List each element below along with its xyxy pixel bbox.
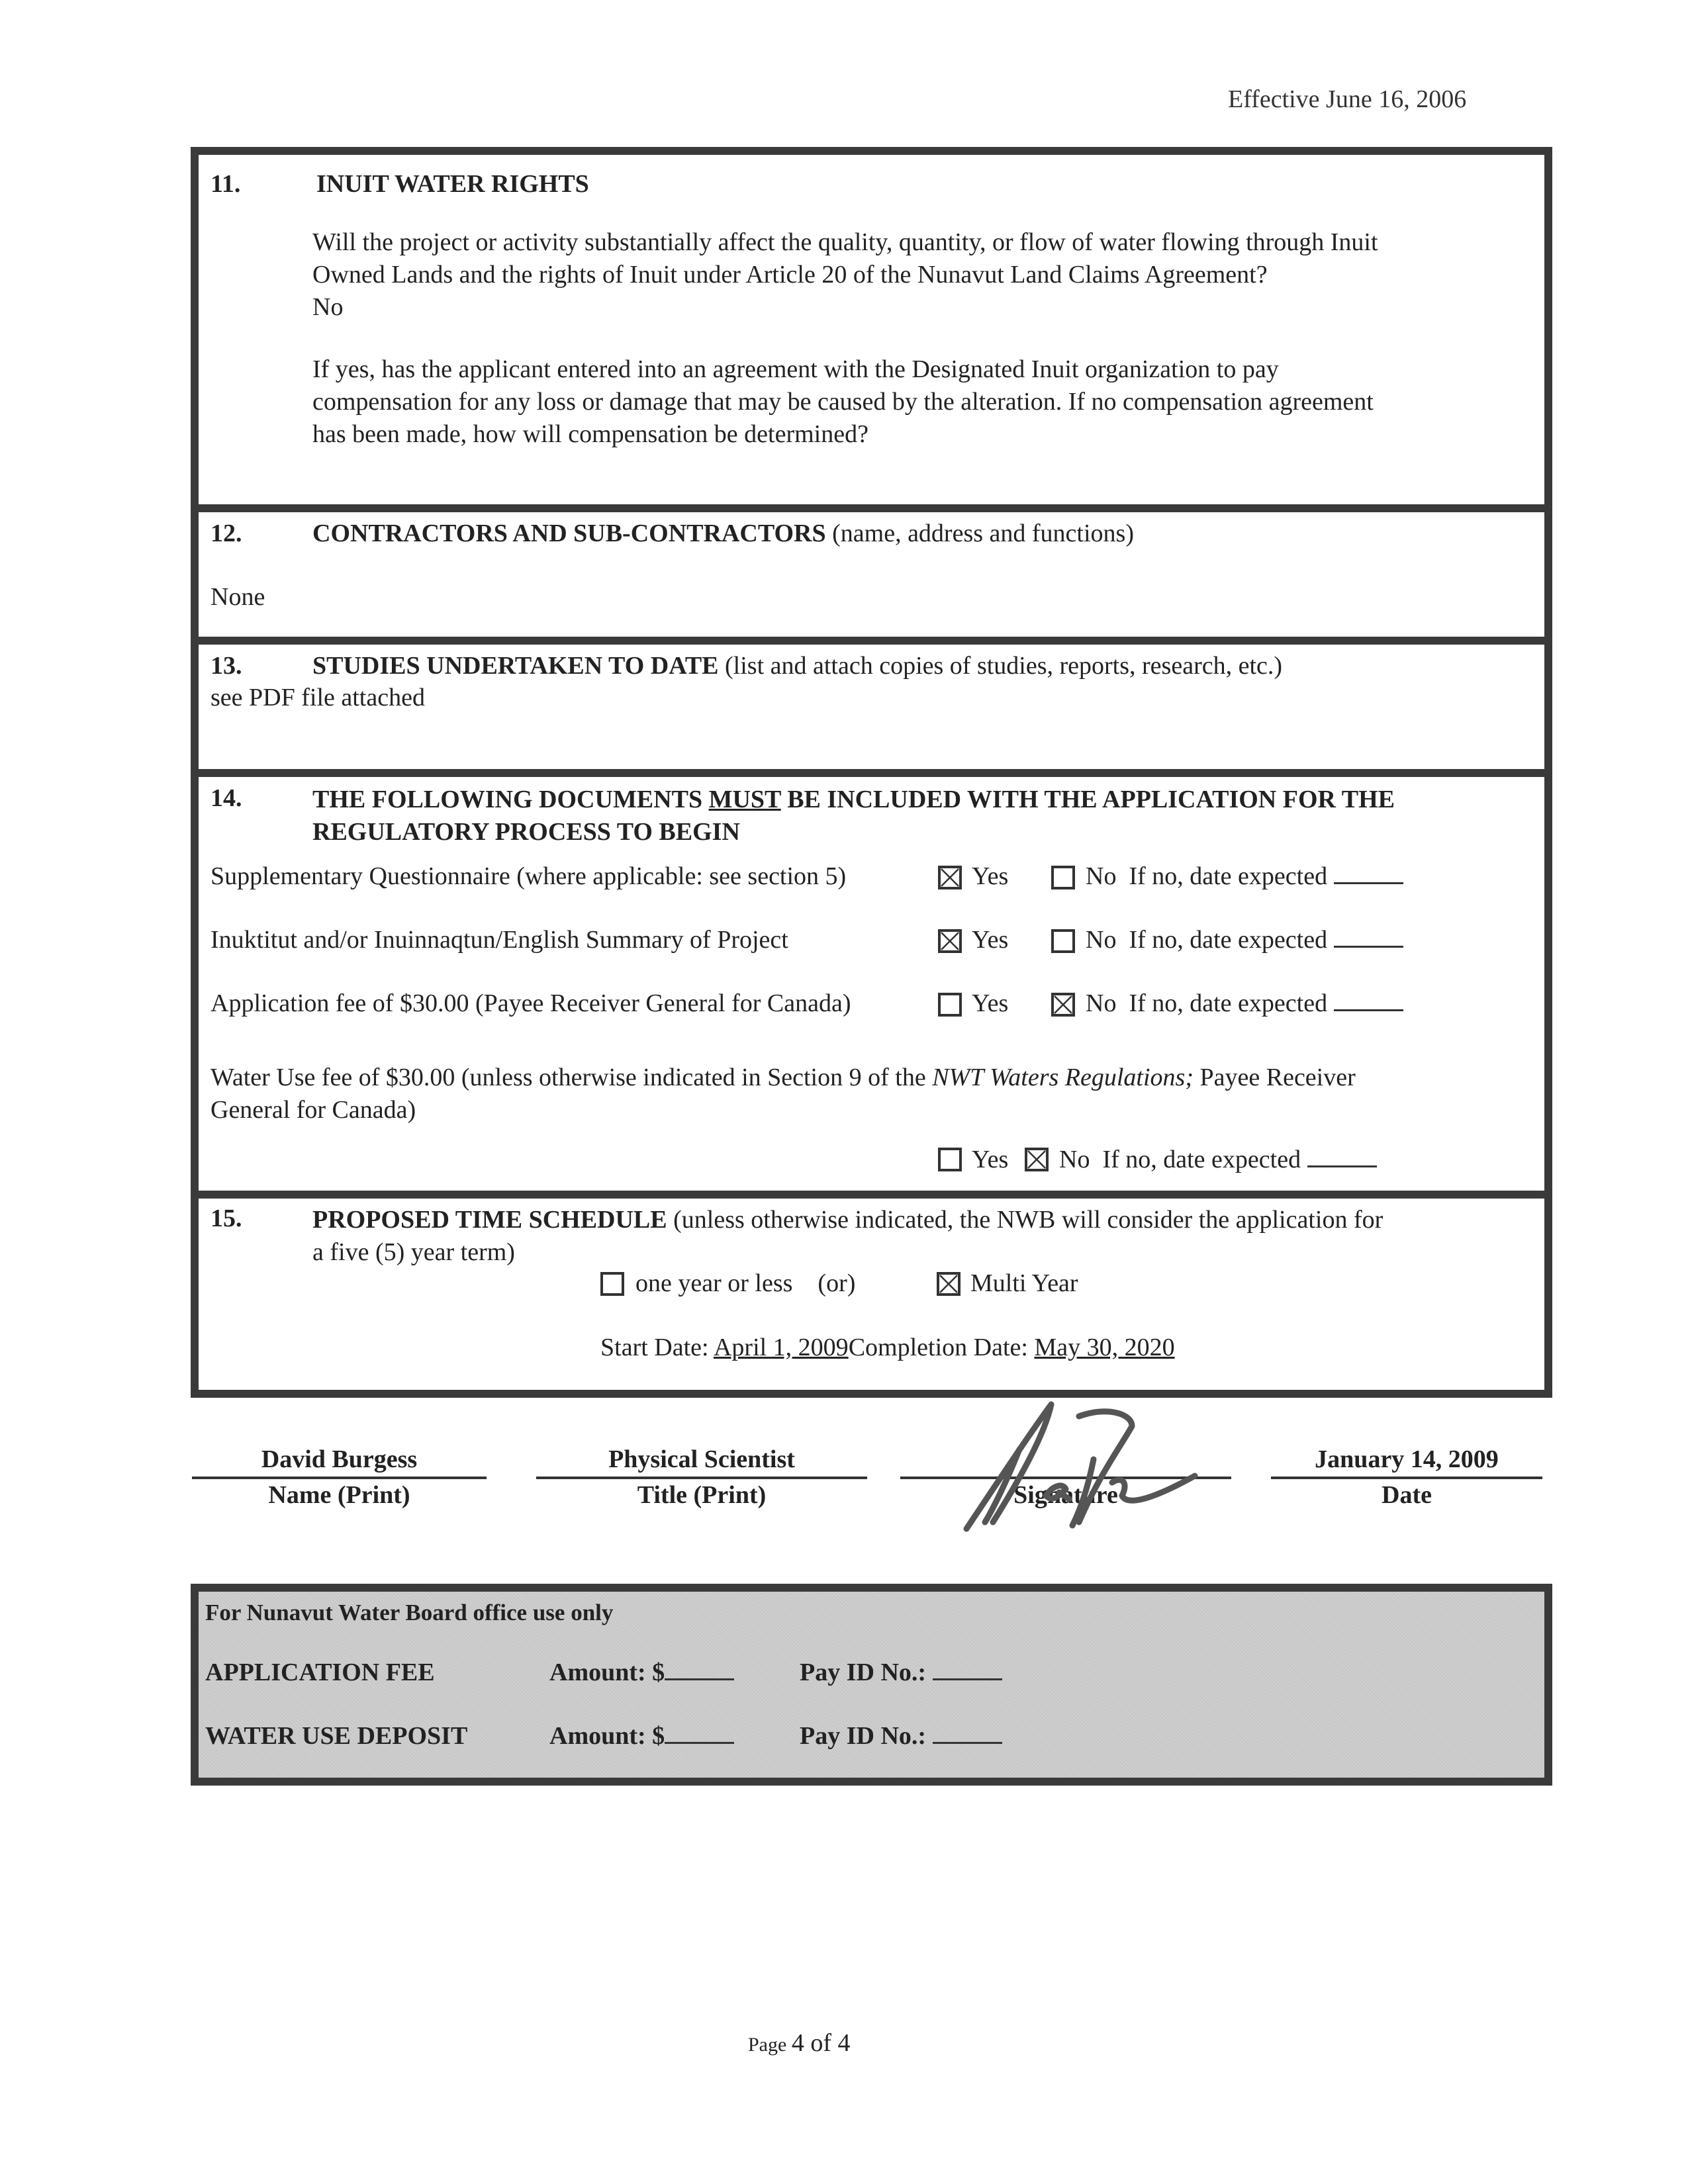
check-x-icon xyxy=(939,1275,958,1293)
application-fee-amount: Amount: $ xyxy=(549,1658,734,1687)
water-use-deposit-label: WATER USE DEPOSIT xyxy=(205,1722,468,1750)
yes-label: Yes xyxy=(972,1146,1009,1173)
section-12 xyxy=(199,512,1544,645)
water-use-deposit-amount: Amount: $ xyxy=(549,1721,734,1751)
question-text: Will the project or activity substantially affect the quality, quantity, or flow of water flowing through Inuit Owned Lands and the rights of Inuit under Article 20 of the Nunavut Land Claims Agreement? No xyxy=(312,226,1378,324)
compensation-question: If yes, has the applicant entered into an agreement with the Designated Inuit organization to pay compensation for any loss or damage that may be caused by the alteration. If no compensation agreement has been made, how will compensation be determined? xyxy=(312,355,1374,448)
payid-field[interactable] xyxy=(933,1659,1002,1680)
document-label: Application fee of $30.00 (Payee Receiver General for Canada) xyxy=(211,989,851,1017)
no-checkbox[interactable] xyxy=(1051,929,1075,953)
section-number: 12. xyxy=(211,520,242,547)
completion-date: May 30, 2020 xyxy=(1034,1334,1175,1361)
check-x-icon xyxy=(941,932,959,950)
check-x-icon xyxy=(1027,1150,1046,1169)
section-13 xyxy=(199,645,1544,777)
water-use-yes-checkbox[interactable] xyxy=(938,1148,962,1171)
water-use-fee-label: Water Use fee of $30.00 (unless otherwise indicated in Section 9 of the NWT Waters Regulations; Payee Receiver General for Canada) xyxy=(211,1064,1356,1124)
section-14 xyxy=(199,777,1544,1199)
yes-label: Yes xyxy=(972,926,1009,954)
yes-checkbox[interactable] xyxy=(938,866,962,889)
water-use-deposit-payid: Pay ID No.: xyxy=(800,1721,1002,1751)
yes-label: Yes xyxy=(972,989,1009,1017)
section-number: 11. xyxy=(211,170,241,198)
check-x-icon xyxy=(1054,995,1072,1014)
date-expected-field[interactable] xyxy=(1334,862,1403,884)
check-x-icon xyxy=(941,868,959,887)
section-15 xyxy=(199,1199,1544,1390)
start-date: April 1, 2009 xyxy=(713,1334,849,1361)
section-number: 14. xyxy=(211,784,242,812)
form-frame xyxy=(191,147,1552,1398)
schedule-dates: Start Date: April 1, 2009Completion Date: May 30, 2020 xyxy=(600,1334,1175,1361)
name-field: David Burgess Name (Print) xyxy=(192,1445,487,1510)
section-11 xyxy=(199,155,1544,512)
document-label: Inuktitut and/or Inuinnaqtun/English Summary of Project xyxy=(211,926,788,954)
multi-year-label: Multi Year xyxy=(970,1269,1078,1297)
amount-field[interactable] xyxy=(665,1722,734,1744)
contractors-answer: None xyxy=(211,583,265,611)
office-use-heading: For Nunavut Water Board office use only xyxy=(205,1600,614,1625)
yes-checkbox[interactable] xyxy=(938,993,962,1017)
date-expected-text: No If no, date expected xyxy=(1086,925,1403,954)
date-expected-text: No If no, date expected xyxy=(1059,1145,1377,1174)
effective-date: Effective June 16, 2006 xyxy=(1228,85,1467,113)
signature-field: Signature xyxy=(900,1445,1231,1510)
payid-field[interactable] xyxy=(933,1722,1002,1744)
section-title: THE FOLLOWING DOCUMENTS MUST BE INCLUDED WITH THE APPLICATION FOR THE REGULATORY PROCESS TO BEGIN xyxy=(312,786,1395,846)
section-title: STUDIES UNDERTAKEN TO DATE (list and attach copies of studies, reports, research, etc.) xyxy=(312,652,1283,680)
section-title: INUIT WATER RIGHTS xyxy=(316,170,589,198)
document-label: Supplementary Questionnaire (where applicable: see section 5) xyxy=(211,862,847,890)
page-number: Page 4 of 4 xyxy=(748,2029,851,2057)
date-expected-field[interactable] xyxy=(1307,1146,1377,1167)
date-expected-text: No If no, date expected xyxy=(1086,862,1403,891)
date-expected-field[interactable] xyxy=(1334,989,1403,1011)
no-checkbox[interactable] xyxy=(1051,993,1075,1017)
yes-checkbox[interactable] xyxy=(938,929,962,953)
studies-answer: see PDF file attached xyxy=(211,684,425,711)
date-field: January 14, 2009 Date xyxy=(1271,1445,1542,1510)
office-use-box xyxy=(191,1584,1552,1786)
water-use-no-checkbox[interactable] xyxy=(1025,1148,1049,1171)
title-field: Physical Scientist Title (Print) xyxy=(536,1445,867,1510)
one-year-checkbox[interactable] xyxy=(600,1272,624,1296)
application-fee-label: APPLICATION FEE xyxy=(205,1659,435,1686)
date-expected-text: No If no, date expected xyxy=(1086,989,1403,1018)
handwritten-signature xyxy=(953,1390,1205,1542)
application-fee-payid: Pay ID No.: xyxy=(800,1658,1002,1687)
section-number: 15. xyxy=(211,1205,242,1232)
date-expected-field[interactable] xyxy=(1334,926,1403,948)
section-title: PROPOSED TIME SCHEDULE (unless otherwise indicated, the NWB will consider the application for a five (5) year term) xyxy=(312,1206,1383,1266)
yes-label: Yes xyxy=(972,862,1009,890)
one-year-label: one year or less (or) xyxy=(635,1269,856,1297)
answer: No xyxy=(312,293,344,321)
multi-year-checkbox[interactable] xyxy=(937,1272,961,1296)
section-title: CONTRACTORS AND SUB-CONTRACTORS (name, address and functions) xyxy=(312,520,1134,547)
no-checkbox[interactable] xyxy=(1051,866,1075,889)
section-number: 13. xyxy=(211,652,242,680)
amount-field[interactable] xyxy=(665,1659,734,1680)
